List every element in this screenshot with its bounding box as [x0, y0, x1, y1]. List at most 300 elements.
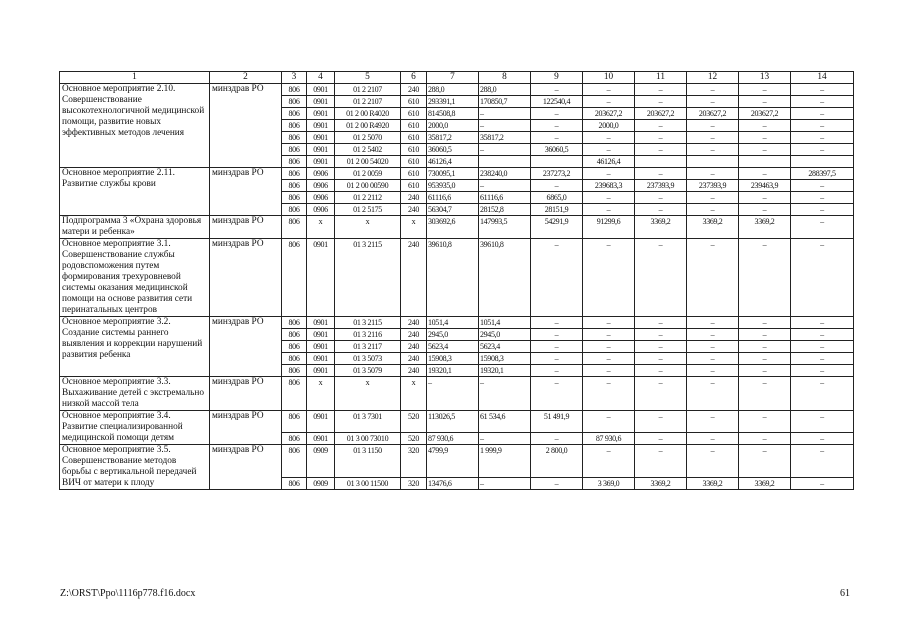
data-cell: –: [583, 341, 635, 353]
data-cell: 01 3 2115: [335, 239, 401, 317]
data-cell: –: [583, 204, 635, 216]
data-cell: –: [687, 120, 739, 132]
data-cell: 01 2 0059: [335, 168, 401, 180]
data-cell: –: [635, 341, 687, 353]
data-cell: –: [687, 96, 739, 108]
data-cell: 46126,4: [583, 156, 635, 168]
data-cell: –: [791, 433, 854, 445]
data-cell: –: [531, 132, 583, 144]
data-cell: 240: [401, 239, 427, 317]
data-cell: 953935,0: [427, 180, 479, 192]
data-cell: [687, 156, 739, 168]
data-cell: –: [583, 239, 635, 317]
data-cell: –: [635, 445, 687, 478]
data-cell: 320: [401, 478, 427, 490]
activity-name: Основное мероприятие 2.11. Развитие службы крови: [60, 168, 210, 216]
data-cell: –: [531, 108, 583, 120]
data-cell: –: [739, 433, 791, 445]
column-header: 12: [687, 72, 739, 84]
data-cell: –: [583, 365, 635, 377]
data-cell: –: [531, 239, 583, 317]
data-cell: –: [583, 192, 635, 204]
column-header: 3: [282, 72, 307, 84]
data-cell: 239463,9: [739, 180, 791, 192]
data-cell: –: [739, 445, 791, 478]
data-cell: 610: [401, 132, 427, 144]
data-cell: 237393,9: [635, 180, 687, 192]
activity-name: Основное мероприятие 3.5. Совершенствование методов борьбы с вертикальной передачей ВИЧ от матери к плоду: [60, 445, 210, 490]
data-cell: 610: [401, 108, 427, 120]
data-cell: 01 3 00 11500: [335, 478, 401, 490]
data-cell: 61 534,6: [479, 411, 531, 433]
data-cell: 0901: [307, 365, 335, 377]
data-cell: –: [739, 329, 791, 341]
data-cell: –: [791, 84, 854, 96]
data-cell: –: [791, 108, 854, 120]
executor-cell: минздрав РО: [210, 168, 282, 216]
data-cell: –: [739, 239, 791, 317]
data-cell: 35817,2: [427, 132, 479, 144]
data-cell: 0901: [307, 433, 335, 445]
data-cell: 01 3 1150: [335, 445, 401, 478]
data-cell: 806: [282, 341, 307, 353]
data-cell: –: [635, 329, 687, 341]
data-cell: 806: [282, 433, 307, 445]
data-cell: –: [687, 192, 739, 204]
column-header: 4: [307, 72, 335, 84]
data-cell: 170850,7: [479, 96, 531, 108]
data-cell: –: [687, 204, 739, 216]
budget-table: [59, 71, 854, 490]
column-header: 7: [427, 72, 479, 84]
data-cell: –: [479, 144, 531, 156]
data-cell: –: [687, 377, 739, 411]
data-cell: 814508,8: [427, 108, 479, 120]
data-cell: 240: [401, 365, 427, 377]
data-cell: 0901: [307, 84, 335, 96]
data-cell: –: [635, 84, 687, 96]
data-cell: –: [531, 365, 583, 377]
data-cell: –: [791, 180, 854, 192]
data-cell: 54291,9: [531, 216, 583, 239]
data-cell: –: [635, 411, 687, 433]
data-cell: 01 3 5073: [335, 353, 401, 365]
data-cell: –: [635, 192, 687, 204]
data-cell: 806: [282, 168, 307, 180]
data-cell: 1051,4: [479, 317, 531, 329]
data-cell: 0901: [307, 341, 335, 353]
data-cell: 203627,2: [739, 108, 791, 120]
data-cell: 0906: [307, 192, 335, 204]
data-cell: 0901: [307, 108, 335, 120]
data-cell: –: [479, 180, 531, 192]
data-cell: 2945,0: [427, 329, 479, 341]
data-cell: –: [479, 120, 531, 132]
data-cell: –: [687, 317, 739, 329]
data-cell: х: [307, 216, 335, 239]
executor-cell: минздрав РО: [210, 317, 282, 377]
data-cell: –: [739, 120, 791, 132]
data-cell: 610: [401, 120, 427, 132]
data-cell: 15908,3: [479, 353, 531, 365]
data-cell: 15908,3: [427, 353, 479, 365]
data-cell: х: [335, 377, 401, 411]
data-cell: 610: [401, 180, 427, 192]
data-cell: –: [635, 377, 687, 411]
data-cell: –: [583, 329, 635, 341]
data-cell: –: [791, 377, 854, 411]
data-cell: –: [791, 216, 854, 239]
data-cell: х: [401, 377, 427, 411]
data-cell: 288,0: [479, 84, 531, 96]
data-cell: 4799,9: [427, 445, 479, 478]
data-cell: –: [635, 353, 687, 365]
data-cell: 0901: [307, 411, 335, 433]
data-cell: [739, 156, 791, 168]
data-cell: –: [635, 433, 687, 445]
data-cell: 806: [282, 377, 307, 411]
data-cell: 0901: [307, 144, 335, 156]
data-cell: 520: [401, 433, 427, 445]
data-cell: –: [791, 365, 854, 377]
data-cell: 5623,4: [427, 341, 479, 353]
data-cell: –: [791, 329, 854, 341]
data-cell: –: [635, 132, 687, 144]
data-cell: 01 3 2115: [335, 317, 401, 329]
data-cell: 288397,5: [791, 168, 854, 180]
data-cell: 39610,8: [427, 239, 479, 317]
data-cell: –: [739, 411, 791, 433]
data-cell: 806: [282, 132, 307, 144]
data-cell: –: [583, 377, 635, 411]
activity-name: Основное мероприятие 2.10. Совершенствование высокотехнологичной медицинской помощи, развитие новых эффективных методов лечения: [60, 84, 210, 168]
data-cell: 1 999,9: [479, 445, 531, 478]
data-cell: 806: [282, 478, 307, 490]
data-cell: 0901: [307, 96, 335, 108]
data-cell: –: [635, 204, 687, 216]
data-cell: –: [635, 144, 687, 156]
data-cell: 01 3 00 73010: [335, 433, 401, 445]
data-cell: –: [687, 433, 739, 445]
data-cell: 01 2 5175: [335, 204, 401, 216]
data-cell: 3369,2: [635, 478, 687, 490]
data-cell: 806: [282, 120, 307, 132]
data-cell: 87 930,6: [427, 433, 479, 445]
data-cell: 0909: [307, 478, 335, 490]
data-cell: 806: [282, 84, 307, 96]
data-cell: 0901: [307, 353, 335, 365]
data-cell: –: [791, 411, 854, 433]
activity-name: Основное мероприятие 3.3. Выхаживание детей с экстремально низкой массой тела: [60, 377, 210, 411]
data-cell: 35817,2: [479, 132, 531, 144]
data-cell: –: [791, 144, 854, 156]
data-cell: 61116,6: [427, 192, 479, 204]
data-cell: –: [791, 445, 854, 478]
data-cell: 1051,4: [427, 317, 479, 329]
data-cell: 203627,2: [687, 108, 739, 120]
data-cell: 240: [401, 317, 427, 329]
table-row: [60, 239, 854, 317]
data-cell: 01 3 2116: [335, 329, 401, 341]
data-cell: 730095,1: [427, 168, 479, 180]
data-cell: –: [791, 353, 854, 365]
data-cell: –: [583, 411, 635, 433]
data-cell: 240: [401, 204, 427, 216]
data-cell: –: [739, 204, 791, 216]
data-cell: –: [479, 478, 531, 490]
data-cell: 610: [401, 144, 427, 156]
data-cell: 0901: [307, 239, 335, 317]
data-cell: 806: [282, 204, 307, 216]
activity-name: Основное мероприятие 3.2. Создание системы раннего выявления и коррекции нарушений развития ребенка: [60, 317, 210, 377]
data-cell: –: [739, 84, 791, 96]
data-cell: 01 2 00 54020: [335, 156, 401, 168]
data-cell: 28152,8: [479, 204, 531, 216]
data-cell: –: [479, 433, 531, 445]
column-header: 5: [335, 72, 401, 84]
data-cell: –: [739, 365, 791, 377]
data-cell: –: [687, 411, 739, 433]
data-cell: 806: [282, 156, 307, 168]
data-cell: 87 930,6: [583, 433, 635, 445]
data-cell: 36060,5: [427, 144, 479, 156]
data-cell: [791, 156, 854, 168]
data-cell: –: [635, 365, 687, 377]
data-cell: –: [531, 433, 583, 445]
data-cell: –: [791, 341, 854, 353]
data-cell: 2000,0: [583, 120, 635, 132]
data-cell: 01 3 2117: [335, 341, 401, 353]
data-cell: –: [635, 317, 687, 329]
data-cell: –: [583, 84, 635, 96]
data-cell: 320: [401, 445, 427, 478]
data-cell: –: [531, 329, 583, 341]
data-cell: –: [687, 239, 739, 317]
data-cell: 806: [282, 411, 307, 433]
data-cell: 01 2 5402: [335, 144, 401, 156]
data-cell: [531, 156, 583, 168]
data-cell: –: [479, 377, 531, 411]
data-cell: 0906: [307, 180, 335, 192]
data-cell: 303692,6: [427, 216, 479, 239]
data-cell: 2945,0: [479, 329, 531, 341]
data-cell: 240: [401, 192, 427, 204]
data-cell: 806: [282, 353, 307, 365]
executor-cell: минздрав РО: [210, 411, 282, 445]
data-cell: 01 2 00 R4920: [335, 120, 401, 132]
table-row: [60, 317, 854, 329]
data-cell: 28151,9: [531, 204, 583, 216]
data-cell: х: [335, 216, 401, 239]
data-cell: –: [635, 96, 687, 108]
data-cell: [635, 156, 687, 168]
executor-cell: минздрав РО: [210, 239, 282, 317]
data-cell: 0901: [307, 120, 335, 132]
data-cell: 113026,5: [427, 411, 479, 433]
data-cell: [479, 156, 531, 168]
data-cell: 39610,8: [479, 239, 531, 317]
data-cell: –: [791, 96, 854, 108]
data-cell: –: [635, 168, 687, 180]
data-cell: –: [583, 317, 635, 329]
data-cell: –: [635, 239, 687, 317]
data-cell: 2 800,0: [531, 445, 583, 478]
data-cell: 51 491,9: [531, 411, 583, 433]
data-cell: –: [531, 120, 583, 132]
data-cell: 203627,2: [583, 108, 635, 120]
data-cell: –: [583, 144, 635, 156]
data-cell: 01 2 00 00590: [335, 180, 401, 192]
data-cell: –: [531, 317, 583, 329]
data-cell: 806: [282, 317, 307, 329]
data-cell: 0901: [307, 156, 335, 168]
data-cell: 36060,5: [531, 144, 583, 156]
data-cell: –: [687, 341, 739, 353]
column-header: 2: [210, 72, 282, 84]
data-cell: –: [791, 192, 854, 204]
data-cell: 91299,6: [583, 216, 635, 239]
data-cell: 806: [282, 180, 307, 192]
data-cell: –: [791, 239, 854, 317]
data-cell: 01 2 5070: [335, 132, 401, 144]
executor-cell: минздрав РО: [210, 445, 282, 490]
data-cell: 293391,1: [427, 96, 479, 108]
data-cell: 610: [401, 96, 427, 108]
data-cell: 3369,2: [739, 216, 791, 239]
data-cell: –: [739, 168, 791, 180]
data-cell: 288,0: [427, 84, 479, 96]
data-cell: 0901: [307, 317, 335, 329]
column-header: 11: [635, 72, 687, 84]
column-header: 9: [531, 72, 583, 84]
data-cell: –: [791, 204, 854, 216]
data-cell: 240: [401, 329, 427, 341]
data-cell: –: [531, 84, 583, 96]
data-cell: 01 2 2107: [335, 84, 401, 96]
table-row: [60, 411, 854, 433]
data-cell: –: [687, 365, 739, 377]
data-cell: 122540,4: [531, 96, 583, 108]
column-header: 14: [791, 72, 854, 84]
data-cell: 0909: [307, 445, 335, 478]
data-cell: –: [739, 317, 791, 329]
data-cell: –: [531, 353, 583, 365]
table-row: [60, 84, 854, 96]
data-cell: 203627,2: [635, 108, 687, 120]
data-cell: 806: [282, 239, 307, 317]
data-cell: –: [531, 377, 583, 411]
data-cell: 0906: [307, 168, 335, 180]
table-row: [60, 377, 854, 411]
data-cell: 01 2 2112: [335, 192, 401, 204]
data-cell: 520: [401, 411, 427, 433]
data-cell: –: [583, 168, 635, 180]
data-cell: 01 3 7301: [335, 411, 401, 433]
data-cell: 19320,1: [479, 365, 531, 377]
data-cell: 0906: [307, 204, 335, 216]
data-cell: –: [531, 341, 583, 353]
data-cell: 237393,9: [687, 180, 739, 192]
data-cell: 3369,2: [635, 216, 687, 239]
data-cell: 806: [282, 216, 307, 239]
data-cell: 806: [282, 96, 307, 108]
column-header: 8: [479, 72, 531, 84]
data-cell: –: [583, 353, 635, 365]
data-cell: –: [479, 108, 531, 120]
data-cell: 56304,7: [427, 204, 479, 216]
data-cell: 6865,0: [531, 192, 583, 204]
data-cell: 3 369,0: [583, 478, 635, 490]
data-cell: 2000,0: [427, 120, 479, 132]
data-cell: –: [739, 341, 791, 353]
data-cell: 5623,4: [479, 341, 531, 353]
data-cell: 01 2 2107: [335, 96, 401, 108]
data-cell: –: [583, 132, 635, 144]
data-cell: –: [739, 96, 791, 108]
executor-cell: минздрав РО: [210, 84, 282, 168]
column-header: 10: [583, 72, 635, 84]
data-cell: 01 2 00 R4020: [335, 108, 401, 120]
data-cell: –: [687, 329, 739, 341]
data-cell: –: [739, 144, 791, 156]
data-cell: –: [427, 377, 479, 411]
data-cell: 13476,6: [427, 478, 479, 490]
data-cell: 237273,2: [531, 168, 583, 180]
page-number: 61: [840, 588, 850, 599]
data-cell: х: [401, 216, 427, 239]
data-cell: –: [791, 132, 854, 144]
data-cell: 01 3 5079: [335, 365, 401, 377]
data-cell: –: [687, 168, 739, 180]
data-cell: –: [687, 84, 739, 96]
data-cell: –: [739, 377, 791, 411]
data-cell: 610: [401, 156, 427, 168]
table-header-row: [60, 72, 854, 84]
data-cell: х: [307, 377, 335, 411]
table-row: [60, 168, 854, 180]
data-cell: –: [687, 353, 739, 365]
table-row: [60, 216, 854, 239]
data-cell: 610: [401, 168, 427, 180]
data-cell: 806: [282, 445, 307, 478]
executor-cell: минздрав РО: [210, 216, 282, 239]
activity-name: Подпрограмма 3 «Охрана здоровья матери и ребенка»: [60, 216, 210, 239]
data-cell: –: [531, 478, 583, 490]
data-cell: –: [739, 132, 791, 144]
data-cell: –: [791, 317, 854, 329]
activity-name: Основное мероприятие 3.4. Развитие специализированной медицинской помощи детям: [60, 411, 210, 445]
data-cell: 240: [401, 84, 427, 96]
data-cell: –: [583, 96, 635, 108]
data-cell: 806: [282, 365, 307, 377]
column-header: 13: [739, 72, 791, 84]
data-cell: 240: [401, 353, 427, 365]
data-cell: 3369,2: [687, 216, 739, 239]
data-cell: 238240,0: [479, 168, 531, 180]
data-cell: –: [687, 445, 739, 478]
data-cell: 61116,6: [479, 192, 531, 204]
data-cell: –: [739, 353, 791, 365]
data-cell: –: [687, 132, 739, 144]
column-header: 6: [401, 72, 427, 84]
table-row: [60, 445, 854, 478]
data-cell: –: [791, 120, 854, 132]
activity-name: Основное мероприятие 3.1. Совершенствование службы родовспоможения путем формирования трехуровневой системы оказания медицинской помощи на основе развития сети перинатальных центров: [60, 239, 210, 317]
data-cell: 0901: [307, 132, 335, 144]
column-header: 1: [60, 72, 210, 84]
data-cell: 806: [282, 108, 307, 120]
data-cell: 806: [282, 144, 307, 156]
